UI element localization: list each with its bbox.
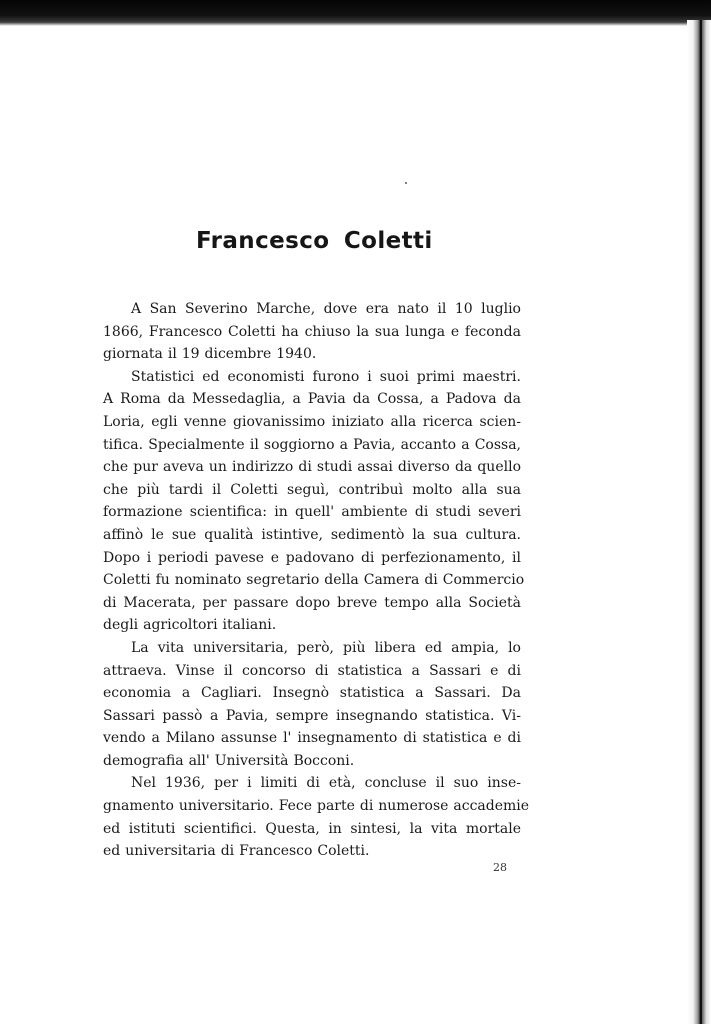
text-line: Sassari passò a Pavia, sempre insegnando statistica. Vi- — [103, 707, 521, 724]
scan-speck — [405, 182, 407, 184]
text-line: giornata il 19 dicembre 1940. — [103, 346, 317, 363]
text-line: attraeva. Vinse il concorso di statistica a Sassari e di — [103, 662, 521, 679]
text-line: ed istituti scientifici. Questa, in sintesi, la vita mortale — [103, 820, 521, 837]
text-line: formazione scientifica: in quell' ambiente di studi severi — [103, 504, 521, 521]
text-line: affinò le sue qualità istintive, sedimentò la sua cultura. — [103, 526, 521, 543]
text-line: ed universitaria di Francesco Coletti. — [103, 843, 370, 860]
text-line: demografia all' Università Bocconi. — [103, 752, 355, 769]
text-line: di Macerata, per passare dopo breve tempo alla Società — [103, 594, 521, 611]
text-line: Dopo i periodi pavese e padovano di perfezionamento, il — [103, 549, 521, 566]
text-line: Statistici ed economisti furono i suoi primi maestri. — [131, 368, 521, 385]
body-text — [103, 298, 530, 863]
text-line: che più tardi il Coletti seguì, contribuì molto alla sua — [103, 481, 521, 498]
text-line: degli agricoltori italiani. — [103, 617, 277, 634]
text-line: Loria, egli venne giovanissimo iniziato alla ricerca scien- — [103, 413, 521, 430]
text-line: A San Severino Marche, dove era nato il 10 luglio — [131, 301, 521, 317]
text-line: economia a Cagliari. Insegnò statistica a Sassari. Da — [103, 685, 521, 702]
text-line: gnamento universitario. Fece parte di numerose accademie — [103, 798, 530, 815]
scan-top-edge — [0, 0, 711, 26]
page-number: 28 — [493, 861, 507, 874]
page-title: Francesco Coletti — [196, 228, 433, 254]
text-line: 1866, Francesco Coletti ha chiuso la sua lunga e feconda — [103, 323, 521, 340]
text-line: A Roma da Messedaglia, a Pavia da Cossa, a Padova da — [103, 391, 521, 408]
text-line: tifica. Specialmente il soggiorno a Pavia, accanto a Cossa, — [103, 436, 521, 453]
text-line: Nel 1936, per i limiti di età, concluse il suo inse- — [131, 775, 521, 792]
scan-binding-line — [700, 20, 702, 1024]
text-line: che pur aveva un indirizzo di studi assai diverso da quello — [103, 459, 521, 476]
text-line: La vita universitaria, però, più libera ed ampia, lo — [131, 639, 521, 656]
scan-binding-edge — [687, 20, 711, 1024]
text-line: vendo a Milano assunse l' insegnamento di statistica e di — [103, 730, 521, 747]
text-line: Coletti fu nominato segretario della Camera di Commercio — [103, 572, 525, 589]
